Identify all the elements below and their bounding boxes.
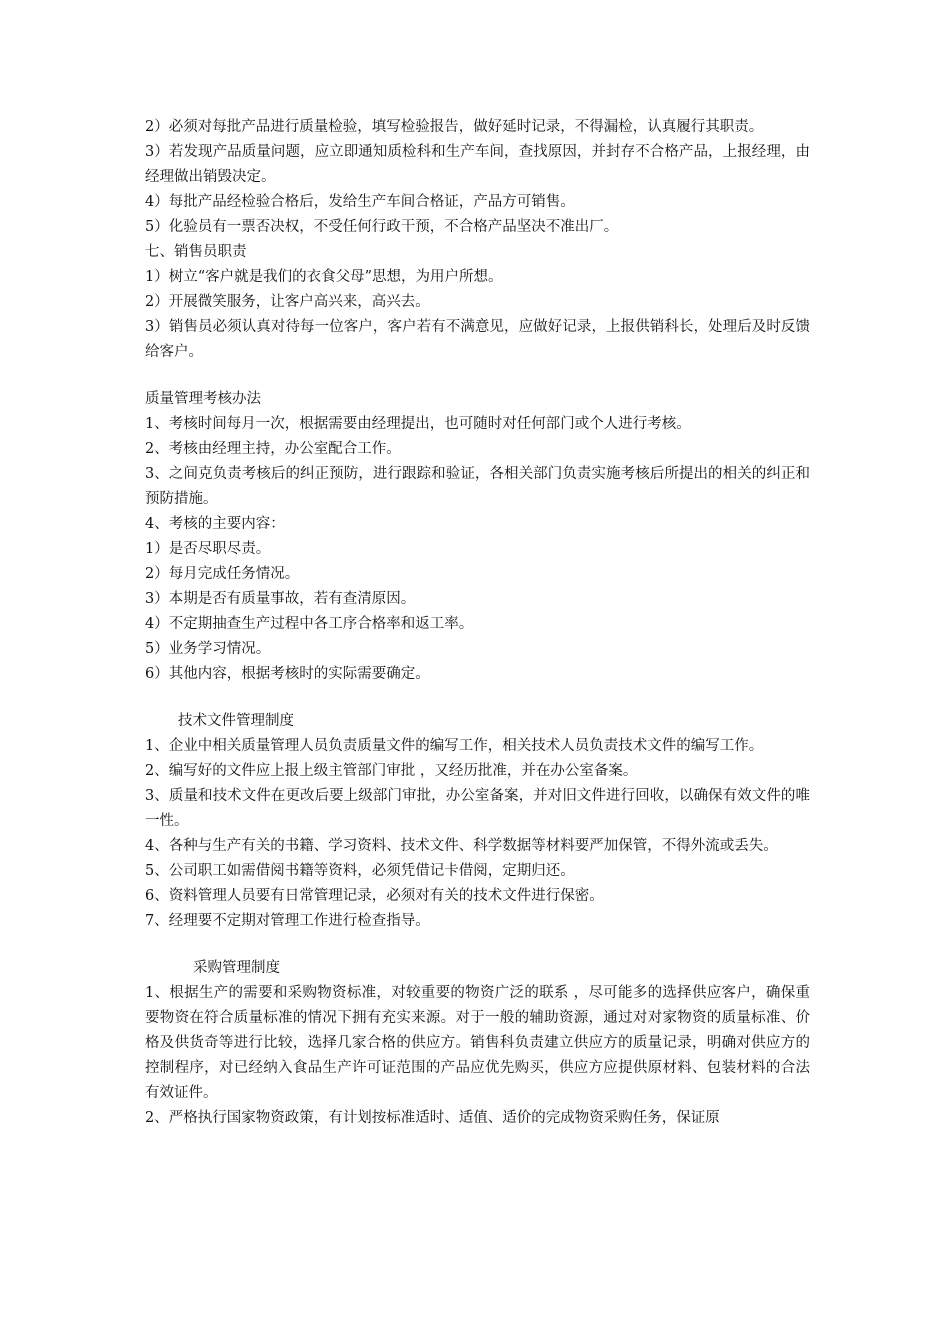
paragraph-text: 1）树立“客户就是我们的衣食父母”思想，为用户所想。: [145, 269, 503, 285]
paragraph-text: 质量管理考核办法: [145, 391, 261, 407]
paragraph-spacer: [145, 365, 810, 387]
paragraph-text: 2、考核由经理主持，办公室配合工作。: [145, 441, 401, 457]
paragraph-text: 七、销售员职责: [145, 244, 247, 260]
paragraph-text: 4）每批产品经检验合格后，发给生产车间合格证，产品方可销售。: [145, 194, 575, 210]
paragraph-text: 1、根据生产的需要和采购物资标准，对较重要的物资广泛的联系 ，尽可能多的选择供应客户，确保重要物资在符合质量标准的情况下拥有充实来源。对于一般的辅助资源，通过对对家物资的质量标准、价格及供货奇等进行比较，选择几家合格的供应方。销售科负责建立供应方的质量记录，明确对供应方的控制程序，对已经纳入食品生产许可证范围的产品应优先购买，供应方应提供原材料、包装材料的合法有效证件。: [145, 985, 810, 1101]
paragraph-text: 2）必须对每批产品进行质量检验，填写检验报告，做好延时记录，不得漏检，认真履行其职责。: [145, 119, 764, 135]
paragraph-text: 5、公司职工如需借阅书籍等资料，必须凭借记卡借阅，定期归还。: [145, 863, 575, 879]
paragraph-text: 7、经理要不定期对管理工作进行检查指导。: [145, 913, 430, 929]
paragraph-text: 5）化验员有一票否决权，不受任何行政干预，不合格产品坚决不准出厂。: [145, 219, 619, 235]
document-body: [145, 115, 810, 1131]
paragraph-text: 1、企业中相关质量管理人员负责质量文件的编写工作，相关技术人员负责技术文件的编写工作。: [145, 738, 764, 754]
paragraph-text: 3、质量和技术文件在更改后要上级部门审批，办公室备案，并对旧文件进行回收，以确保有效文件的唯一性。: [145, 788, 810, 829]
paragraph-text: 4、考核的主要内容：: [145, 516, 285, 532]
paragraph-text: 2、严格执行国家物资政策，有计划按标准适时、适值、适价的完成物资采购任务，保证原: [145, 1110, 720, 1126]
paragraph-spacer: [145, 934, 810, 956]
paragraph-spacer: [145, 687, 810, 709]
paragraph-text: 4）不定期抽查生产过程中各工序合格率和返工率。: [145, 616, 474, 632]
paragraph-text: 6、资料管理人员要有日常管理记录，必须对有关的技术文件进行保密。: [145, 888, 604, 904]
paragraph-text: 1、考核时间每月一次，根据需要由经理提出，也可随时对任何部门或个人进行考核。: [145, 416, 691, 432]
paragraph-text: 2、编写好的文件应上报上级主管部门审批 ，又经历批准，并在办公室备案。: [145, 763, 638, 779]
paragraph-text: 2）开展微笑服务，让客户高兴来，高兴去。: [145, 294, 430, 310]
paragraph-text: 3）销售员必须认真对待每一位客户，客户若有不满意见，应做好记录，上报供销科长，处理后及时反馈给客户。: [145, 319, 810, 360]
paragraph-text: 1）是否尽职尽责。: [145, 541, 271, 557]
paragraph-text: 3）本期是否有质量事故，若有查清原因。: [145, 591, 416, 607]
paragraph-text: 3、之间克负责考核后的纠正预防，进行跟踪和验证，各相关部门负责实施考核后所提出的相关的纠正和预防措施。: [145, 466, 810, 507]
paragraph-text: 5）业务学习情况。: [145, 641, 271, 657]
paragraph-text: 4、各种与生产有关的书籍、学习资料、技术文件、科学数据等材料要严加保管，不得外流或丢失。: [145, 838, 778, 854]
section-heading: 技术文件管理制度: [178, 713, 294, 729]
paragraph-text: 6）其他内容，根据考核时的实际需要确定。: [145, 666, 430, 682]
paragraph-text: 3）若发现产品质量问题，应立即通知质检科和生产车间，查找原因，并封存不合格产品，上报经理，由经理做出销毁决定。: [145, 144, 810, 185]
section-heading: 采购管理制度: [193, 960, 280, 976]
paragraph-text: 2）每月完成任务情况。: [145, 566, 300, 582]
